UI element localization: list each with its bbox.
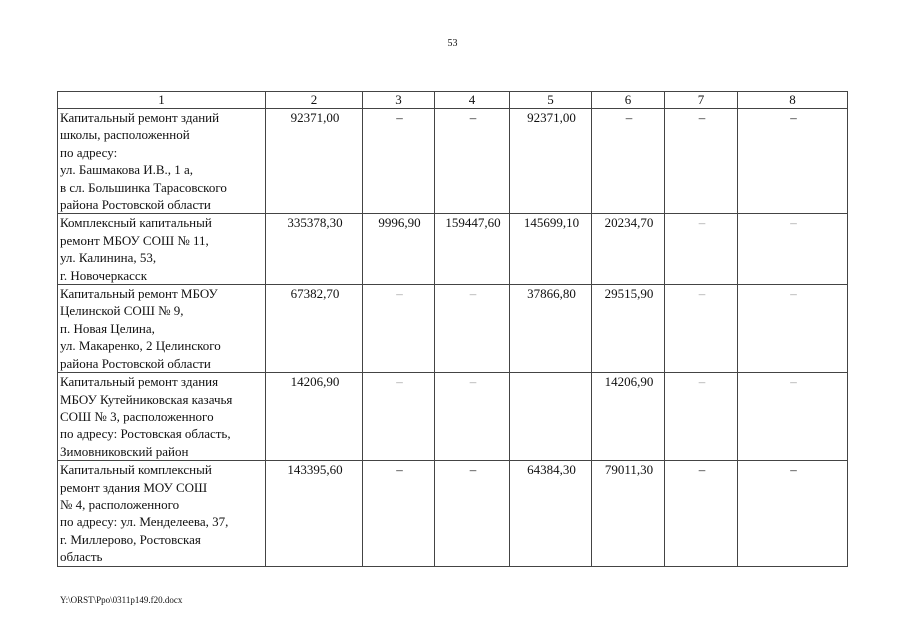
cell-col-3: –: [363, 109, 435, 214]
cell-col-5: 92371,00: [510, 109, 592, 214]
header-col-4: 4: [435, 92, 510, 109]
description-line: СОШ № 3, расположенного: [60, 408, 214, 424]
cell-col-3: –: [363, 373, 435, 461]
description-line: № 4, расположенного: [60, 496, 180, 512]
description-line: ул. Макаренко, 2 Целинского: [60, 338, 221, 354]
header-col-8: 8: [738, 92, 848, 109]
cell-col-5: 37866,80: [510, 285, 592, 373]
description-line: в сл. Большинка Тарасовского: [60, 179, 227, 195]
description-line: Комплексный капитальный: [60, 215, 212, 231]
header-col-3: 3: [363, 92, 435, 109]
cell-col-6: 14206,90: [592, 373, 665, 461]
page-number: 53: [447, 38, 458, 49]
header-col-5: 5: [510, 92, 592, 109]
row-description: [58, 373, 266, 461]
header-col-2: 2: [266, 92, 363, 109]
table-row: [58, 373, 848, 461]
description-line: по адресу:: [60, 144, 118, 160]
description-line: Капитальный ремонт зданий: [60, 110, 220, 125]
row-description: [58, 461, 266, 566]
cell-col-8: –: [738, 109, 848, 214]
table-row: [58, 285, 848, 373]
description-line: ул. Калинина, 53,: [60, 250, 157, 266]
description-line: п. Новая Целина,: [60, 320, 155, 336]
row-description: [58, 109, 266, 214]
row-description: [58, 214, 266, 285]
cell-col-7: –: [665, 373, 738, 461]
description-line: Капитальный ремонт МБОУ: [60, 286, 218, 302]
cell-col-8: –: [738, 214, 848, 285]
table-row: [58, 461, 848, 566]
cell-col-2: 14206,90: [266, 373, 363, 461]
cell-col-6: –: [592, 109, 665, 214]
cell-col-3: –: [363, 285, 435, 373]
header-col-7: 7: [665, 92, 738, 109]
table-row: [58, 214, 848, 285]
row-description: [58, 285, 266, 373]
cell-col-3: 9996,90: [363, 214, 435, 285]
cell-col-7: –: [665, 461, 738, 566]
cell-col-8: –: [738, 373, 848, 461]
cell-col-4: –: [435, 373, 510, 461]
cell-col-5: [510, 373, 592, 461]
budget-table: [57, 91, 848, 567]
cell-col-4: 159447,60: [435, 214, 510, 285]
description-line: Капитальный комплексный: [60, 462, 212, 478]
header-col-6: 6: [592, 92, 665, 109]
header-col-1: 1: [58, 92, 266, 109]
description-line: Зимовниковский район: [60, 443, 189, 459]
description-line: г. Новочеркасск: [60, 267, 148, 283]
cell-col-5: 64384,30: [510, 461, 592, 566]
header-row: [58, 92, 848, 109]
description-line: ул. Башмакова И.В., 1 а,: [60, 162, 194, 178]
cell-col-6: 29515,90: [592, 285, 665, 373]
description-line: область: [60, 549, 103, 565]
cell-col-2: 143395,60: [266, 461, 363, 566]
description-line: по адресу: ул. Менделеева, 37,: [60, 514, 229, 530]
cell-col-2: 92371,00: [266, 109, 363, 214]
cell-col-6: 79011,30: [592, 461, 665, 566]
file-path-footer: Y:\ORST\Ppo\0311p149.f20.docx: [60, 595, 183, 605]
cell-col-3: –: [363, 461, 435, 566]
cell-col-8: –: [738, 285, 848, 373]
cell-col-8: –: [738, 461, 848, 566]
cell-col-7: –: [665, 109, 738, 214]
description-line: Капитальный ремонт здания: [60, 374, 219, 390]
description-line: Целинской СОШ № 9,: [60, 303, 184, 319]
description-line: по адресу: Ростовская область,: [60, 426, 231, 442]
cell-col-4: –: [435, 461, 510, 566]
description-line: г. Миллерово, Ростовская: [60, 531, 201, 547]
cell-col-6: 20234,70: [592, 214, 665, 285]
cell-col-5: 145699,10: [510, 214, 592, 285]
description-line: ремонт здания МОУ СОШ: [60, 479, 208, 495]
cell-col-4: –: [435, 109, 510, 214]
cell-col-2: 335378,30: [266, 214, 363, 285]
table-row: [58, 109, 848, 214]
cell-col-2: 67382,70: [266, 285, 363, 373]
description-line: ремонт МБОУ СОШ № 11,: [60, 232, 209, 248]
cell-col-7: –: [665, 214, 738, 285]
cell-col-4: –: [435, 285, 510, 373]
description-line: района Ростовской области: [60, 197, 211, 213]
description-line: школы, расположенной: [60, 127, 190, 143]
description-line: МБОУ Кутейниковская казачья: [60, 391, 233, 407]
description-line: района Ростовской области: [60, 355, 211, 371]
cell-col-7: –: [665, 285, 738, 373]
